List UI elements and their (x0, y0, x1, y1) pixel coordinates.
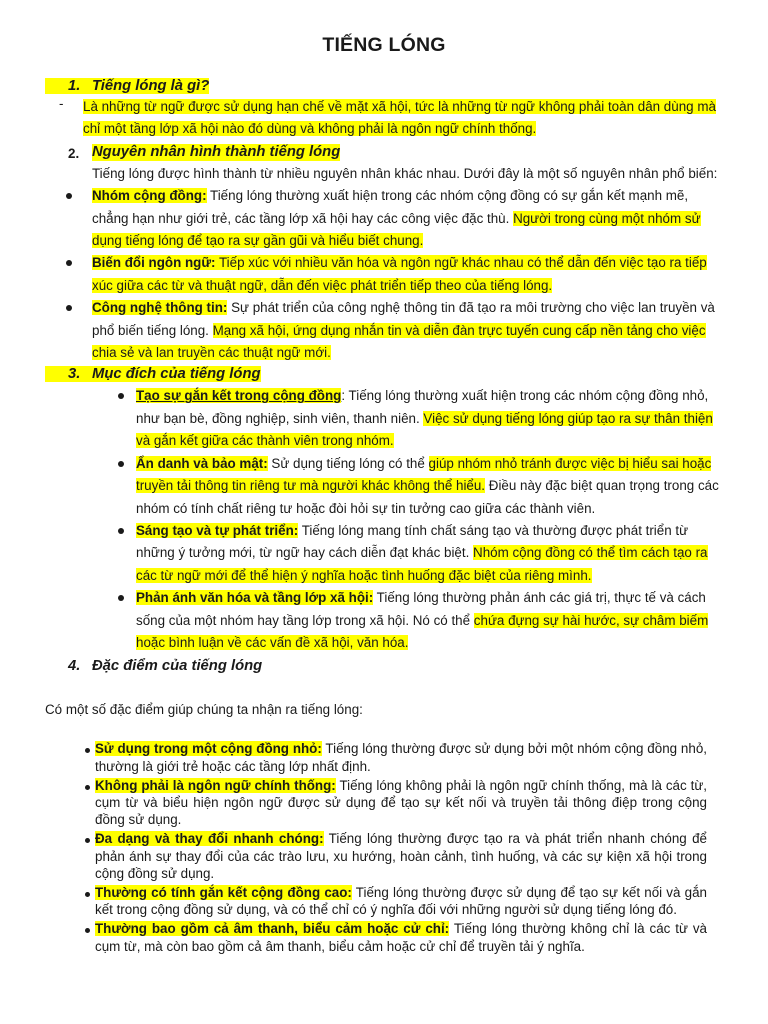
item-text: Sự phát triển của công nghệ thông tin đã tạo ra môi trường cho việc lan truyền và phổ biến tiếng lóng. (92, 300, 715, 338)
list-item (45, 587, 723, 654)
list-item (45, 252, 723, 297)
section-1-heading (45, 78, 723, 94)
document-title: TIẾNG LÓNG (322, 34, 446, 56)
section-2-heading (45, 144, 723, 161)
section-4-number: 4. (68, 658, 81, 675)
section-4-heading (45, 658, 723, 674)
item-label: Nhóm cộng đồng: (92, 188, 207, 204)
bullet-icon (65, 830, 95, 882)
item-label: Thường có tính gắn kết cộng đồng cao: (95, 884, 352, 900)
item-highlight: Việc sử dụng tiếng lóng giúp tạo ra sự thân thiện và gắn kết giữa các thành viên trong nhóm. (136, 410, 713, 449)
section-3-title: Mục đích của tiếng lóng (92, 366, 261, 383)
bullet-icon (65, 777, 95, 829)
item-label: Sáng tạo và tự phát triển: (136, 522, 299, 538)
item-label: Công nghệ thông tin: (92, 300, 228, 316)
item-label: Không phải là ngôn ngữ chính thống: (95, 777, 336, 793)
bullet-icon (65, 884, 95, 918)
item-text: Tiếng lóng thường được tạo ra và phát triển nhanh chóng để phản ánh sự thay đổi của các trào lưu, xu hướng, hoàn cảnh, tình huống, và các sự kiện xã hội trong cộng đồng sử dụng. (95, 831, 707, 881)
bullet-icon (45, 520, 136, 587)
item-label: Sử dụng trong một cộng đồng nhỏ: (95, 741, 322, 757)
item-highlight: Mạng xã hội, ứng dụng nhắn tin và diễn đàn trực tuyến cung cấp nền tảng cho việc chia sẻ và lan truyền các thuật ngữ mới. (92, 322, 706, 361)
feature-list (45, 740, 723, 954)
list-item (45, 185, 723, 252)
item-highlight: Tiếp xúc với nhiều văn hóa và ngôn ngữ khác nhau có thể dẫn đến việc tạo ra tiếp xúc giữa các từ và thuật ngữ, dẫn đến việc phát triển tiếp theo của tiếng lóng. (92, 255, 707, 293)
item-label: Thường bao gồm cả âm thanh, biểu cảm hoặc cử chỉ: (95, 921, 450, 937)
item-text: Sử dụng tiếng lóng có thể (267, 455, 429, 471)
section-3-heading (45, 366, 723, 382)
item-text: Tiếng lóng mang tính chất sáng tạo và thường được phát triển từ những ý tưởng mới, từ ngữ hay cách diễn đạt khác biệt. (136, 522, 689, 561)
list-item (45, 453, 723, 520)
bullet-icon (45, 252, 92, 297)
bullet-icon (65, 740, 95, 774)
bullet-icon (65, 920, 95, 954)
item-text: Tiếng lóng thường không chỉ là các từ và cụm từ, mà còn bao gồm cả âm thanh, biểu cảm hoặc cử chỉ để truyền tải ý nghĩa. (95, 921, 708, 954)
section-3-number: 3. (45, 366, 92, 382)
section-1-number: 1. (45, 78, 92, 94)
section-2-number: 2. (68, 145, 80, 161)
section-2-intro: Tiếng lóng được hình thành từ nhiều nguyên nhân khác nhau. Dưới đây là một số nguyên nhân phổ biến: (92, 165, 718, 181)
list-item (45, 385, 723, 452)
bullet-icon (45, 297, 92, 364)
bullet-icon (45, 385, 136, 452)
item-label: Đa dạng và thay đổi nhanh chóng: (95, 831, 324, 847)
item-text: Tiếng lóng thường được sử dụng bởi một nhóm cộng đồng nhỏ, thường là giới trẻ hoặc các tầng lớp nhất định. (95, 741, 707, 774)
definition-text: Là những từ ngữ được sử dụng hạn chế về mặt xã hội, tức là những từ ngữ không phải toàn dân dùng mà chỉ một tầng lớp xã hội nào đó dùng và không phải là ngôn ngữ chính thống. (83, 99, 716, 137)
item-highlight: Nhóm cộng đồng có thể tìm cách tạo ra các từ ngữ mới để thể hiện ý nghĩa hoặc tình huống đặc biệt của riêng mình. (136, 545, 708, 583)
item-highlight: giúp nhóm nhỏ tránh được việc bị hiểu sai hoặc truyền tải thông tin riêng tư mà người khác không thể hiểu. (136, 455, 712, 494)
section-2-title: Nguyên nhân hình thành tiếng lóng (92, 143, 341, 160)
item-text: Tiếng lóng thường được sử dụng để tạo sự kết nối và gắn kết trong cộng đồng sử dụng, và có thể chỉ có ý nghĩa đối với những người sử dụng tiếng lóng đó. (95, 884, 707, 918)
item-highlight: Người trong cùng một nhóm sử dụng tiếng lóng để tạo ra sự gần gũi và hiểu biết chung. (92, 210, 701, 249)
section-4-title: Đặc điểm của tiếng lóng (92, 658, 263, 675)
section-4-intro: Có một số đặc điểm giúp chúng ta nhận ra tiếng lóng: (45, 702, 363, 718)
list-item (65, 777, 723, 829)
item-text: : Tiếng lóng thường xuất hiện trong các nhóm cộng đồng nhỏ, như bạn bè, đồng nghiệp, sinh viên, thanh niên. (136, 388, 709, 426)
item-text-after: Điều này đặc biệt quan trọng trong các nhóm có tính chất riêng tư hoặc đòi hỏi sự tin tưởng cao giữa các thành viên. (136, 478, 719, 516)
bullet-icon (45, 453, 136, 520)
purpose-list (45, 385, 723, 654)
item-label: Biến đổi ngôn ngữ: (92, 255, 216, 271)
cause-list (45, 185, 723, 364)
list-item (65, 830, 723, 882)
dash-marker: - (59, 96, 64, 111)
list-item (65, 920, 723, 954)
item-text: Tiếng lóng thường xuất hiện trong các nhóm cộng đồng có sự gắn kết mạnh mẽ, chẳng hạn như giới trẻ, các tầng lớp xã hội hay các công việc đặc thù. (92, 188, 689, 226)
item-highlight: chứa đựng sự hài hước, sự châm biếm hoặc bình luận về các vấn đề xã hội, văn hóa. (136, 612, 709, 650)
list-item (65, 884, 723, 918)
item-text: Tiếng lóng không phải là ngôn ngữ chính thống, mà là các từ, cụm từ và biểu hiện ngôn ngữ được sử dụng để tạo sự kết nối và truyền tải thông điệp trong cộng đồng sử dụng. (95, 777, 708, 828)
bullet-icon (45, 587, 136, 654)
list-item (65, 740, 723, 774)
item-label: Phản ánh văn hóa và tầng lớp xã hội: (136, 590, 374, 606)
bullet-icon (45, 185, 92, 252)
list-item (45, 520, 723, 587)
section-1-title: Tiếng lóng là gì? (92, 78, 210, 94)
list-item (45, 297, 723, 364)
section-1-definition (45, 96, 723, 141)
item-label: Tạo sự gắn kết trong cộng đồng (136, 388, 342, 404)
item-label: Ẩn danh và bảo mật: (136, 455, 268, 471)
item-text: Tiếng lóng thường phản ánh các giá trị, thực tế và cách sống của một nhóm hay tầng lớp trong xã hội. Nó có thể (136, 590, 706, 628)
